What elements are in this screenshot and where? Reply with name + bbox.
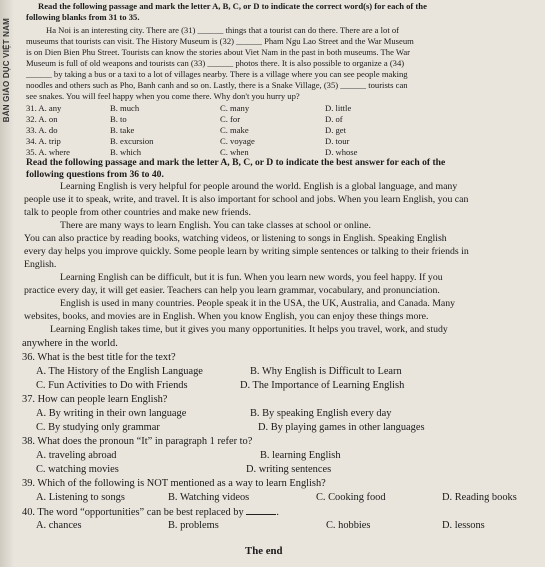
spine-label: BẢN GIÁO DỤC VIỆT NAM — [2, 18, 11, 123]
question-36: 36. What is the best title for the text? — [22, 352, 176, 363]
option-36b: B. Why English is Difficult to Learn — [250, 366, 402, 377]
passage-a-line: Museum is full of old weapons and tourists can (33) ______ photos there. It is also possible to organize a (34) — [26, 58, 405, 68]
passage-b-line: people use it to speak, write, and travel. It is also important for school and jobs. When you learn English, you can — [24, 194, 469, 205]
passage-b-line: English is used in many countries. People speak it in the USA, the UK, Australia, and Canada. Many — [60, 298, 456, 309]
option-34c: C. voyage — [220, 136, 255, 146]
question-40: 40. The word “opportunities” can be best replaced by . — [22, 507, 279, 518]
option-37a: A. By writing in their own language — [36, 408, 187, 419]
option-38d: D. writing sentences — [246, 464, 332, 475]
section-a-title-line-1: Read the following passage and mark the letter A, B, C, or D to indicate the correct word(s) for each of the — [38, 1, 427, 11]
option-34b: B. excursion — [110, 136, 154, 146]
option-38a: A. traveling abroad — [36, 450, 117, 461]
option-39a: A. Listening to songs — [36, 492, 125, 503]
option-39c: C. Cooking food — [316, 492, 386, 503]
option-36a: A. The History of the English Language — [36, 366, 203, 377]
option-40b: B. problems — [168, 520, 219, 531]
option-33d: D. get — [325, 125, 347, 135]
option-34d: D. tour — [325, 136, 350, 146]
question-40-text: 40. The word “opportunities” can be best replaced by — [22, 507, 244, 518]
option-40c: C. hobbies — [326, 520, 371, 531]
passage-a-line: is on Dien Bien Phu Street. Tourists can know the stories about Viet Nam in the past in both museums. The War — [26, 47, 410, 57]
option-40d: D. lessons — [442, 520, 485, 531]
option-37c: C. By studying only grammar — [36, 422, 160, 433]
passage-b-line: Learning English is very helpful for people around the world. English is a global language, and many — [60, 181, 458, 192]
option-36c: C. Fun Activities to Do with Friends — [36, 380, 188, 391]
option-35b: B. which — [110, 147, 142, 157]
passage-a-line: ______ by taking a bus or a taxi to a lot of villages nearby. There is a village where you can see people making — [26, 69, 408, 79]
option-33a: 33. A. do — [26, 125, 58, 135]
question-39: 39. Which of the following is NOT mentioned as a way to learn English? — [22, 478, 326, 489]
option-31b: B. much — [110, 103, 140, 113]
option-32c: C. for — [220, 114, 241, 124]
option-38b: B. learning English — [260, 450, 341, 461]
passage-b-line: talk to people from other countries and make new friends. — [24, 207, 251, 218]
passage-b-line: You can also practice by reading books, watching videos, or listening to songs in English. Speaking English — [24, 233, 447, 244]
passage-b-line: Learning English can be difficult, but it is fun. When you learn new words, you feel happy. If you — [60, 272, 443, 283]
option-31c: C. many — [220, 103, 250, 113]
answer-blank — [246, 506, 276, 515]
option-36d: D. The Importance of Learning English — [240, 380, 405, 391]
option-38c: C. watching movies — [36, 464, 119, 475]
passage-b-line: Learning English takes time, but it gives you many opportunities. It helps you travel, work, and study — [50, 324, 448, 335]
section-a-title-line-2: following blanks from 31 to 35. — [26, 12, 140, 22]
end-text: The end — [245, 545, 283, 557]
passage-a-line: noodles and others such as Pho, Banh canh and so on. Lastly, there is a Snake Village, (35) ______ tourists can — [26, 80, 408, 90]
option-33c: C. make — [220, 125, 249, 135]
passage-a-line: see snakes. You will feel happy when you come there. Why don't you hurry up? — [26, 91, 300, 101]
section-b-title-line-1: Read the following passage and mark the letter A, B, C, or D to indicate the best answer for each of the — [26, 157, 446, 168]
option-40a: A. chances — [36, 520, 82, 531]
option-37b: B. By speaking English every day — [250, 408, 392, 419]
option-33b: B. take — [110, 125, 135, 135]
book-spine — [0, 0, 14, 567]
passage-b-line: There are many ways to learn English. You can take classes at school or online. — [60, 220, 371, 231]
passage-b-line: anywhere in the world. — [22, 338, 118, 349]
section-b-title-line-2: following questions from 36 to 40. — [26, 169, 164, 180]
question-38: 38. What does the pronoun “It” in paragraph 1 refer to? — [22, 436, 253, 447]
passage-a-line: Ha Noi is an interesting city. There are (31) ______ things that a tourist can do there. There are a lot of — [46, 25, 400, 35]
option-35c: C. when — [220, 147, 249, 157]
question-37: 37. How can people learn English? — [22, 394, 168, 405]
option-35d: D. whose — [325, 147, 358, 157]
option-39d: D. Reading books — [442, 492, 517, 503]
option-32d: D. of — [325, 114, 343, 124]
option-34a: 34. A. trip — [26, 136, 61, 146]
option-32b: B. to — [110, 114, 127, 124]
passage-a-line: museums that tourists can visit. The History Museum is (32) ______ Pham Ngu Lao Street and the War Museum — [26, 36, 414, 46]
option-37d: D. By playing games in other languages — [258, 422, 425, 433]
option-31a: 31. A. any — [26, 103, 62, 113]
option-31d: D. little — [325, 103, 352, 113]
passage-b-line: websites, books, and movies are in English. When you know English, you can enjoy these things more. — [24, 311, 429, 322]
passage-b-line: every day helps you improve quickly. Some people learn by writing simple sentences or talking to their friends in — [24, 246, 469, 257]
passage-b-line: practice every day, it will get easier. Teachers can help you learn grammar, vocabulary, and pronunciation. — [24, 285, 440, 296]
option-35a: 35. A. where — [26, 147, 70, 157]
passage-b-line: English. — [24, 259, 57, 270]
option-32a: 32. A. on — [26, 114, 58, 124]
option-39b: B. Watching videos — [168, 492, 250, 503]
